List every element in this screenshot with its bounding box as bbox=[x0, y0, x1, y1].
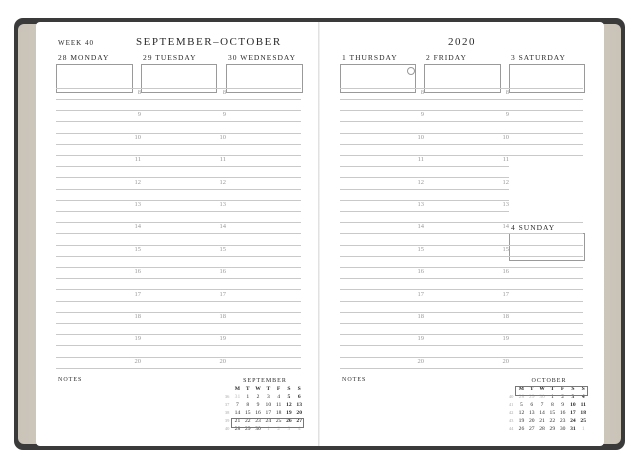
week-number: 44 bbox=[508, 426, 514, 431]
hour-line[interactable] bbox=[509, 256, 583, 257]
hour-line[interactable] bbox=[141, 99, 226, 100]
hour-label: 19 bbox=[502, 335, 509, 343]
calendar-day[interactable]: 6 bbox=[530, 402, 534, 408]
calendar-day[interactable]: 30 bbox=[255, 426, 261, 432]
week-number: 41 bbox=[508, 402, 514, 407]
hour-line[interactable] bbox=[141, 233, 226, 234]
hour-line[interactable] bbox=[141, 278, 226, 279]
calendar-day[interactable]: 30 bbox=[559, 426, 566, 432]
left-page bbox=[36, 22, 319, 446]
hour-line[interactable] bbox=[509, 312, 583, 313]
calendar-day[interactable]: 11 bbox=[580, 402, 586, 408]
hour-label: 16 bbox=[134, 268, 141, 276]
hour-label: 20 bbox=[502, 357, 509, 365]
hour-line[interactable] bbox=[424, 144, 509, 145]
moon-phase-icon bbox=[407, 67, 415, 75]
calendar-day[interactable]: 31 bbox=[570, 426, 576, 432]
calendar-day[interactable]: 29 bbox=[549, 426, 556, 432]
hour-label: 17 bbox=[502, 290, 509, 298]
day-box-sunday[interactable] bbox=[509, 233, 585, 261]
calendar-day[interactable]: 4 bbox=[297, 426, 301, 432]
calendar-day[interactable]: 29 bbox=[244, 426, 251, 432]
notes-label: NOTES bbox=[342, 377, 367, 383]
week-number: 40 bbox=[224, 426, 230, 431]
hour-label: 20 bbox=[134, 357, 141, 365]
hour-line[interactable] bbox=[509, 345, 583, 346]
hour-label: 11 bbox=[417, 156, 424, 164]
hour-line[interactable] bbox=[226, 267, 301, 268]
hour-label: 10 bbox=[134, 133, 141, 141]
hour-line[interactable] bbox=[141, 323, 226, 324]
hour-line[interactable] bbox=[509, 334, 583, 335]
hour-line[interactable] bbox=[226, 200, 301, 201]
hour-line[interactable] bbox=[340, 368, 424, 369]
hour-label: 11 bbox=[219, 156, 226, 164]
calendar-day[interactable]: 2 bbox=[256, 394, 260, 400]
hour-label: 9 bbox=[222, 111, 226, 119]
hour-label: 14 bbox=[134, 223, 141, 231]
week-number: 36 bbox=[224, 394, 230, 399]
hour-line[interactable] bbox=[226, 166, 301, 167]
hour-label: 12 bbox=[502, 178, 509, 186]
planner bbox=[14, 18, 625, 450]
calendar-day[interactable]: 24 bbox=[265, 418, 272, 424]
calendar-day[interactable]: 3 bbox=[287, 426, 291, 432]
hour-line[interactable] bbox=[226, 301, 301, 302]
hour-line[interactable] bbox=[56, 301, 141, 302]
week-number: 43 bbox=[508, 418, 514, 423]
hour-label: 8 bbox=[222, 89, 226, 96]
hour-line[interactable] bbox=[141, 144, 226, 145]
hour-line[interactable] bbox=[56, 256, 141, 257]
hour-line[interactable] bbox=[509, 222, 583, 223]
hour-line[interactable] bbox=[340, 345, 424, 346]
hour-line[interactable] bbox=[509, 88, 583, 89]
calendar-day[interactable]: 24 bbox=[570, 418, 576, 424]
hour-line[interactable] bbox=[509, 289, 583, 290]
calendar-day[interactable]: 15 bbox=[244, 410, 251, 416]
hour-label: 20 bbox=[417, 357, 424, 365]
hour-line[interactable] bbox=[340, 233, 424, 234]
hour-line[interactable] bbox=[141, 121, 226, 122]
hour-line[interactable] bbox=[340, 211, 424, 212]
calendar-day[interactable]: 29 bbox=[528, 394, 535, 400]
calendar-day[interactable]: 21 bbox=[539, 418, 545, 424]
calendar-day[interactable]: 2 bbox=[561, 394, 565, 400]
weekday-header: S bbox=[581, 386, 585, 392]
calendar-day[interactable]: 17 bbox=[265, 410, 272, 416]
hour-line[interactable] bbox=[424, 256, 509, 257]
calendar-day[interactable]: 28 bbox=[539, 426, 545, 432]
weekday-header: S bbox=[287, 386, 291, 392]
calendar-day[interactable]: 25 bbox=[580, 418, 587, 424]
hour-line[interactable] bbox=[56, 323, 141, 324]
hour-line[interactable] bbox=[509, 301, 583, 302]
hour-line[interactable] bbox=[226, 278, 301, 279]
hour-label: 15 bbox=[219, 245, 226, 253]
calendar-day[interactable]: 13 bbox=[528, 410, 535, 416]
day-header-sunday: 4 SUNDAY bbox=[511, 223, 556, 232]
hour-line[interactable] bbox=[226, 222, 301, 223]
calendar-day[interactable]: 11 bbox=[275, 402, 282, 408]
hour-line[interactable] bbox=[424, 368, 509, 369]
current-week-highlight bbox=[515, 386, 588, 396]
hour-line[interactable] bbox=[509, 110, 583, 111]
hour-label: 19 bbox=[219, 335, 226, 343]
weekday-header: T bbox=[266, 386, 271, 392]
day-header-saturday: 3 SATURDAY bbox=[511, 53, 566, 62]
week-label: WEEK 40 bbox=[58, 39, 94, 47]
hour-label: 10 bbox=[502, 133, 509, 141]
hour-line[interactable] bbox=[509, 368, 583, 369]
weekday-header: T bbox=[529, 386, 534, 392]
hour-line[interactable] bbox=[424, 166, 509, 167]
calendar-day[interactable]: 4 bbox=[277, 394, 281, 400]
hour-line[interactable] bbox=[340, 166, 424, 167]
hour-label: 13 bbox=[219, 201, 226, 208]
hour-line[interactable] bbox=[141, 256, 226, 257]
hour-label: 19 bbox=[134, 335, 141, 343]
hour-line[interactable] bbox=[424, 211, 509, 212]
hour-line[interactable] bbox=[340, 121, 424, 122]
hour-label: 19 bbox=[417, 335, 424, 343]
hour-label: 13 bbox=[502, 201, 509, 208]
hour-line[interactable] bbox=[56, 189, 141, 190]
calendar-day[interactable]: 10 bbox=[265, 402, 272, 408]
hour-line[interactable] bbox=[141, 166, 226, 167]
hour-line[interactable] bbox=[141, 345, 226, 346]
weekday-header: T bbox=[245, 386, 250, 392]
hour-line[interactable] bbox=[141, 189, 226, 190]
hour-line[interactable] bbox=[226, 368, 301, 369]
calendar-day[interactable]: 20 bbox=[296, 410, 303, 416]
calendar-day[interactable]: 3 bbox=[571, 394, 575, 400]
week-number: 38 bbox=[224, 410, 230, 415]
hour-line[interactable] bbox=[226, 345, 301, 346]
calendar-day[interactable]: 1 bbox=[266, 426, 270, 432]
calendar-day[interactable]: 12 bbox=[518, 410, 525, 416]
calendar-day[interactable]: 23 bbox=[255, 418, 261, 424]
hour-line[interactable] bbox=[56, 278, 141, 279]
hour-line[interactable] bbox=[56, 368, 141, 369]
calendar-day[interactable]: 31 bbox=[234, 394, 241, 400]
weekday-header: S bbox=[571, 386, 575, 392]
hour-label: 9 bbox=[420, 111, 424, 119]
hour-label: 11 bbox=[502, 156, 509, 164]
calendar-day[interactable]: 19 bbox=[518, 418, 525, 424]
hour-line[interactable] bbox=[226, 233, 301, 234]
calendar-day[interactable]: 1 bbox=[550, 394, 554, 400]
hour-line[interactable] bbox=[226, 155, 301, 156]
weekday-header: M bbox=[234, 386, 241, 392]
hour-label: 16 bbox=[417, 268, 424, 276]
hour-line[interactable] bbox=[226, 256, 301, 257]
calendar-day[interactable]: 3 bbox=[266, 394, 270, 400]
hour-label: 10 bbox=[219, 133, 226, 141]
hour-line[interactable] bbox=[340, 144, 424, 145]
calendar-day[interactable]: 19 bbox=[286, 410, 292, 416]
week-number: 39 bbox=[224, 418, 230, 423]
weekday-header: W bbox=[539, 386, 545, 392]
hour-line[interactable] bbox=[226, 245, 301, 246]
mini-calendar-title: SEPTEMBER bbox=[243, 378, 287, 384]
hour-line[interactable] bbox=[509, 245, 583, 246]
hour-label: 14 bbox=[417, 223, 424, 231]
hour-label: 18 bbox=[219, 313, 226, 320]
hour-line[interactable] bbox=[226, 189, 301, 190]
hour-label: 14 bbox=[219, 223, 226, 231]
hour-label: 9 bbox=[505, 111, 509, 119]
day-header-wednesday: 30 WEDNESDAY bbox=[228, 53, 297, 62]
hour-label: 9 bbox=[137, 111, 141, 119]
calendar-corner bbox=[222, 385, 232, 393]
hour-line[interactable] bbox=[509, 144, 583, 145]
weekday-header: F bbox=[560, 386, 565, 392]
hour-line[interactable] bbox=[509, 357, 583, 358]
calendar-day[interactable]: 22 bbox=[549, 418, 556, 424]
week-number: 42 bbox=[508, 410, 514, 415]
hour-line[interactable] bbox=[226, 211, 301, 212]
hour-line[interactable] bbox=[56, 99, 141, 100]
current-week-highlight bbox=[231, 418, 304, 428]
calendar-day[interactable]: 16 bbox=[559, 410, 566, 416]
calendar-day[interactable]: 13 bbox=[296, 402, 303, 408]
calendar-day[interactable]: 17 bbox=[570, 410, 576, 416]
hour-line[interactable] bbox=[56, 121, 141, 122]
hour-line[interactable] bbox=[226, 133, 301, 134]
hour-label: 8 bbox=[137, 89, 141, 96]
calendar-day[interactable]: 9 bbox=[256, 402, 260, 408]
calendar-day[interactable]: 5 bbox=[520, 402, 523, 408]
hour-line[interactable] bbox=[56, 233, 141, 234]
hour-line[interactable] bbox=[226, 323, 301, 324]
calendar-day[interactable]: 16 bbox=[255, 410, 261, 416]
hour-label: 13 bbox=[417, 201, 424, 208]
hour-label: 17 bbox=[134, 290, 141, 298]
hour-line[interactable] bbox=[226, 289, 301, 290]
weekday-header: F bbox=[276, 386, 281, 392]
hour-line[interactable] bbox=[424, 99, 509, 100]
hour-label: 15 bbox=[502, 245, 509, 253]
hour-line[interactable] bbox=[340, 189, 424, 190]
hour-label: 8 bbox=[505, 89, 509, 96]
calendar-day[interactable]: 23 bbox=[559, 418, 566, 424]
hour-line[interactable] bbox=[56, 166, 141, 167]
hour-line[interactable] bbox=[509, 323, 583, 324]
hour-line[interactable] bbox=[226, 99, 301, 100]
hour-label: 17 bbox=[417, 290, 424, 298]
hour-line[interactable] bbox=[424, 301, 509, 302]
calendar-day[interactable]: 21 bbox=[234, 418, 241, 424]
hour-label: 16 bbox=[219, 268, 226, 276]
mini-calendar-title: OCTOBER bbox=[531, 378, 567, 384]
hour-line[interactable] bbox=[509, 267, 583, 268]
day-header-monday: 28 MONDAY bbox=[58, 53, 110, 62]
hour-label: 8 bbox=[420, 89, 424, 96]
hour-line[interactable] bbox=[226, 334, 301, 335]
notes-label: NOTES bbox=[58, 377, 83, 383]
calendar-day[interactable]: 1 bbox=[581, 426, 585, 432]
hour-line[interactable] bbox=[509, 121, 583, 122]
hour-line[interactable] bbox=[424, 189, 509, 190]
weekday-header: S bbox=[297, 386, 301, 392]
weekday-header: M bbox=[518, 386, 525, 392]
year-label: 2020 bbox=[448, 36, 476, 48]
calendar-day[interactable]: 15 bbox=[549, 410, 556, 416]
hour-label: 12 bbox=[219, 178, 226, 186]
hour-line[interactable] bbox=[424, 278, 509, 279]
hour-line[interactable] bbox=[141, 211, 226, 212]
page-title: SEPTEMBER–OCTOBER bbox=[136, 36, 282, 48]
hour-line[interactable] bbox=[509, 278, 583, 279]
hour-line[interactable] bbox=[424, 233, 509, 234]
hour-line[interactable] bbox=[226, 177, 301, 178]
calendar-day[interactable]: 26 bbox=[286, 418, 292, 424]
hour-line[interactable] bbox=[56, 144, 141, 145]
hour-line[interactable] bbox=[424, 345, 509, 346]
hour-label: 14 bbox=[502, 223, 509, 231]
calendar-day[interactable]: 7 bbox=[540, 402, 544, 408]
calendar-day[interactable]: 28 bbox=[518, 394, 525, 400]
hour-line[interactable] bbox=[340, 278, 424, 279]
calendar-day[interactable]: 22 bbox=[244, 418, 251, 424]
calendar-day[interactable]: 20 bbox=[528, 418, 535, 424]
calendar-day[interactable]: 6 bbox=[297, 394, 301, 400]
hour-label: 18 bbox=[417, 313, 424, 320]
calendar-day[interactable]: 4 bbox=[581, 394, 585, 400]
hour-label: 12 bbox=[417, 178, 424, 186]
hour-label: 12 bbox=[134, 178, 141, 186]
calendar-day[interactable]: 2 bbox=[277, 426, 281, 432]
day-header-tuesday: 29 TUESDAY bbox=[143, 53, 197, 62]
hour-line[interactable] bbox=[226, 121, 301, 122]
hour-line[interactable] bbox=[56, 345, 141, 346]
calendar-day[interactable]: 12 bbox=[286, 402, 292, 408]
hour-label: 15 bbox=[134, 245, 141, 253]
calendar-day[interactable]: 1 bbox=[246, 394, 250, 400]
right-page bbox=[320, 22, 604, 446]
hour-line[interactable] bbox=[424, 323, 509, 324]
week-number: 37 bbox=[224, 402, 230, 407]
hour-label: 18 bbox=[502, 313, 509, 320]
hour-line[interactable] bbox=[226, 357, 301, 358]
calendar-day[interactable]: 27 bbox=[296, 418, 303, 424]
hour-line[interactable] bbox=[424, 121, 509, 122]
calendar-day[interactable]: 5 bbox=[287, 394, 291, 400]
hour-label: 16 bbox=[502, 268, 509, 276]
calendar-day[interactable]: 18 bbox=[275, 410, 282, 416]
calendar-day[interactable]: 14 bbox=[539, 410, 545, 416]
calendar-day[interactable]: 18 bbox=[580, 410, 587, 416]
weekday-header: W bbox=[255, 386, 261, 392]
day-header-thursday: 1 THURSDAY bbox=[342, 53, 398, 62]
day-header-friday: 2 FRIDAY bbox=[426, 53, 467, 62]
hour-label: 11 bbox=[134, 156, 141, 164]
calendar-day[interactable]: 25 bbox=[275, 418, 282, 424]
hour-label: 17 bbox=[219, 290, 226, 298]
hour-line[interactable] bbox=[509, 155, 583, 156]
week-number: 40 bbox=[508, 394, 514, 399]
calendar-day[interactable]: 7 bbox=[236, 402, 239, 408]
weekday-header: T bbox=[550, 386, 555, 392]
hour-line[interactable] bbox=[226, 88, 301, 89]
calendar-day[interactable]: 14 bbox=[234, 410, 241, 416]
hour-line[interactable] bbox=[226, 312, 301, 313]
hour-line[interactable] bbox=[340, 256, 424, 257]
calendar-day[interactable]: 26 bbox=[518, 426, 525, 432]
hour-line[interactable] bbox=[141, 368, 226, 369]
hour-line[interactable] bbox=[226, 110, 301, 111]
hour-line[interactable] bbox=[340, 323, 424, 324]
hour-label: 13 bbox=[134, 201, 141, 208]
hour-line[interactable] bbox=[509, 233, 583, 234]
hour-line[interactable] bbox=[509, 133, 583, 134]
hour-line[interactable] bbox=[226, 144, 301, 145]
calendar-day[interactable]: 28 bbox=[234, 426, 241, 432]
hour-label: 10 bbox=[417, 133, 424, 141]
calendar-day[interactable]: 27 bbox=[528, 426, 535, 432]
hour-line[interactable] bbox=[141, 301, 226, 302]
hour-line[interactable] bbox=[340, 301, 424, 302]
calendar-day[interactable]: 10 bbox=[570, 402, 576, 408]
hour-label: 20 bbox=[219, 357, 226, 365]
calendar-day[interactable]: 8 bbox=[550, 402, 554, 408]
calendar-day[interactable]: 30 bbox=[539, 394, 545, 400]
hour-line[interactable] bbox=[340, 99, 424, 100]
hour-line[interactable] bbox=[56, 211, 141, 212]
hour-label: 18 bbox=[134, 313, 141, 320]
hour-label: 15 bbox=[417, 245, 424, 253]
calendar-day[interactable]: 9 bbox=[561, 402, 565, 408]
hour-line[interactable] bbox=[509, 99, 583, 100]
calendar-day[interactable]: 8 bbox=[246, 402, 250, 408]
